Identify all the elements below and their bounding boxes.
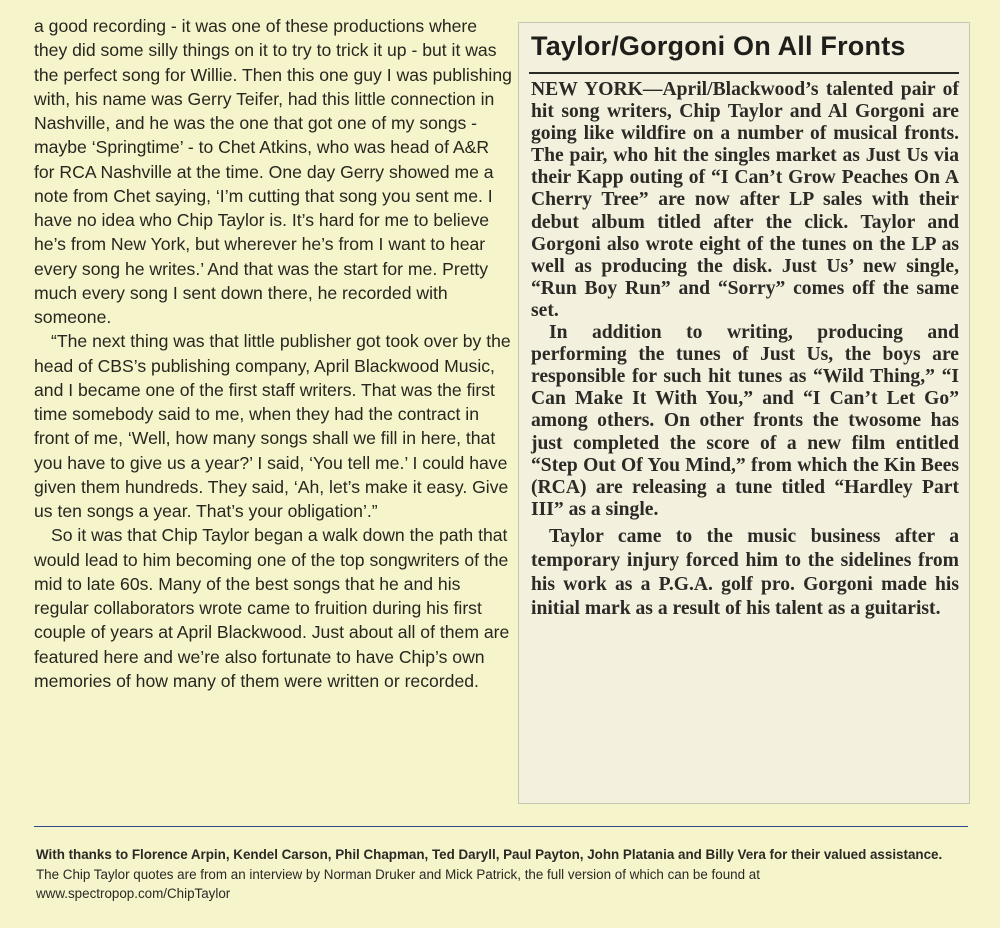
clipping-headline: Taylor/Gorgoni On All Fronts: [531, 31, 906, 61]
article-paragraph: a good recording - it was one of these productions where they did some silly things on it to try to trick it up - but it was the perfect song for Willie. Then this one guy I was publishing with, his name was Gerry Teifer, had this little connection in Nashville, and he was the one that got one of my songs - maybe ‘Springtime’ - to Chet Atkins, who was head of A&R for RCA Nashville at the time. One day Gerry showed me a note from Chet saying, ‘I’m cutting that song you sent me. I have no idea who Chip Taylor is. It’s hard for me to believe he’s from New York, but wherever he’s from I want to hear every song he writes.’ And that was the start for me. Pretty much every song I sent down there, he recorded with someone.: [34, 16, 512, 327]
footer-notes: [36, 845, 976, 904]
acknowledgements: With thanks to Florence Arpin, Kendel Carson, Phil Chapman, Ted Daryll, Paul Payton, John Platania and Billy Vera for their valued assistance.: [36, 847, 943, 862]
article-paragraph: So it was that Chip Taylor began a walk down the path that would lead to him becoming one of the top songwriters of the mid to late 60s. Many of the best songs that he and his regular collaborators wrote came to fruition during his first couple of years at April Blackwood. Just about all of them are featured here and we’re also fortunate to have Chip’s own memories of how many of them were written or recorded.: [34, 525, 510, 691]
clipping-body: [531, 79, 959, 622]
newspaper-clipping: [518, 22, 970, 804]
clipping-paragraph: Taylor came to the music business after a temporary injury forced him to the sidelines from his work as a P.G.A. golf pro. Gorgoni made his initial mark as a result of his talent as a guitarist.: [531, 525, 959, 620]
footer-divider: [34, 826, 968, 827]
clipping-paragraph: In addition to writing, producing and performing the tunes of Just Us, the boys are responsible for such hit tunes as “Wild Thing,” “I Can Make It With You,” and “I Can’t Let Go” among others. On other fronts the twosome has just completed the score of a new film entitled “Step Out Of You Mind,” from which the Kin Bees (RCA) are releasing a tune titled “Hardley Part III” as a single.: [531, 322, 959, 520]
article-column: [34, 14, 512, 693]
source-url: www.spectropop.com/ChipTaylor: [36, 886, 231, 901]
clipping-rule: [529, 72, 959, 74]
clipping-paragraph: NEW YORK—April/Blackwood’s talented pair of hit song writers, Chip Taylor and Al Gorgoni are going like wildfire on a number of musical fronts. The pair, who hit the singles market as Just Us via their Kapp outing of “I Can’t Grow Peaches On A Cherry Tree” are now after LP sales with their debut album titled after the click. Taylor and Gorgoni also wrote eight of the tunes on the LP as well as producing the disk. Just Us’ new single, “Run Boy Run” and “Sorry” comes off the same set.: [531, 79, 959, 321]
article-paragraph: “The next thing was that little publisher got took over by the head of CBS’s publishing company, April Blackwood Music, and I became one of the first staff writers. That was the first time somebody said to me, when they had the contract in front of me, ‘Well, how many songs shall we fill in here, that you have to give us a year?’ I said, ‘You tell me.’ I could have given them hundreds. They said, ‘Ah, let’s make it easy. Give us ten songs a year. That’s your obligation’.”: [34, 331, 511, 521]
quote-credits: The Chip Taylor quotes are from an interview by Norman Druker and Mick Patrick, the full version of which can be found at: [36, 866, 760, 882]
